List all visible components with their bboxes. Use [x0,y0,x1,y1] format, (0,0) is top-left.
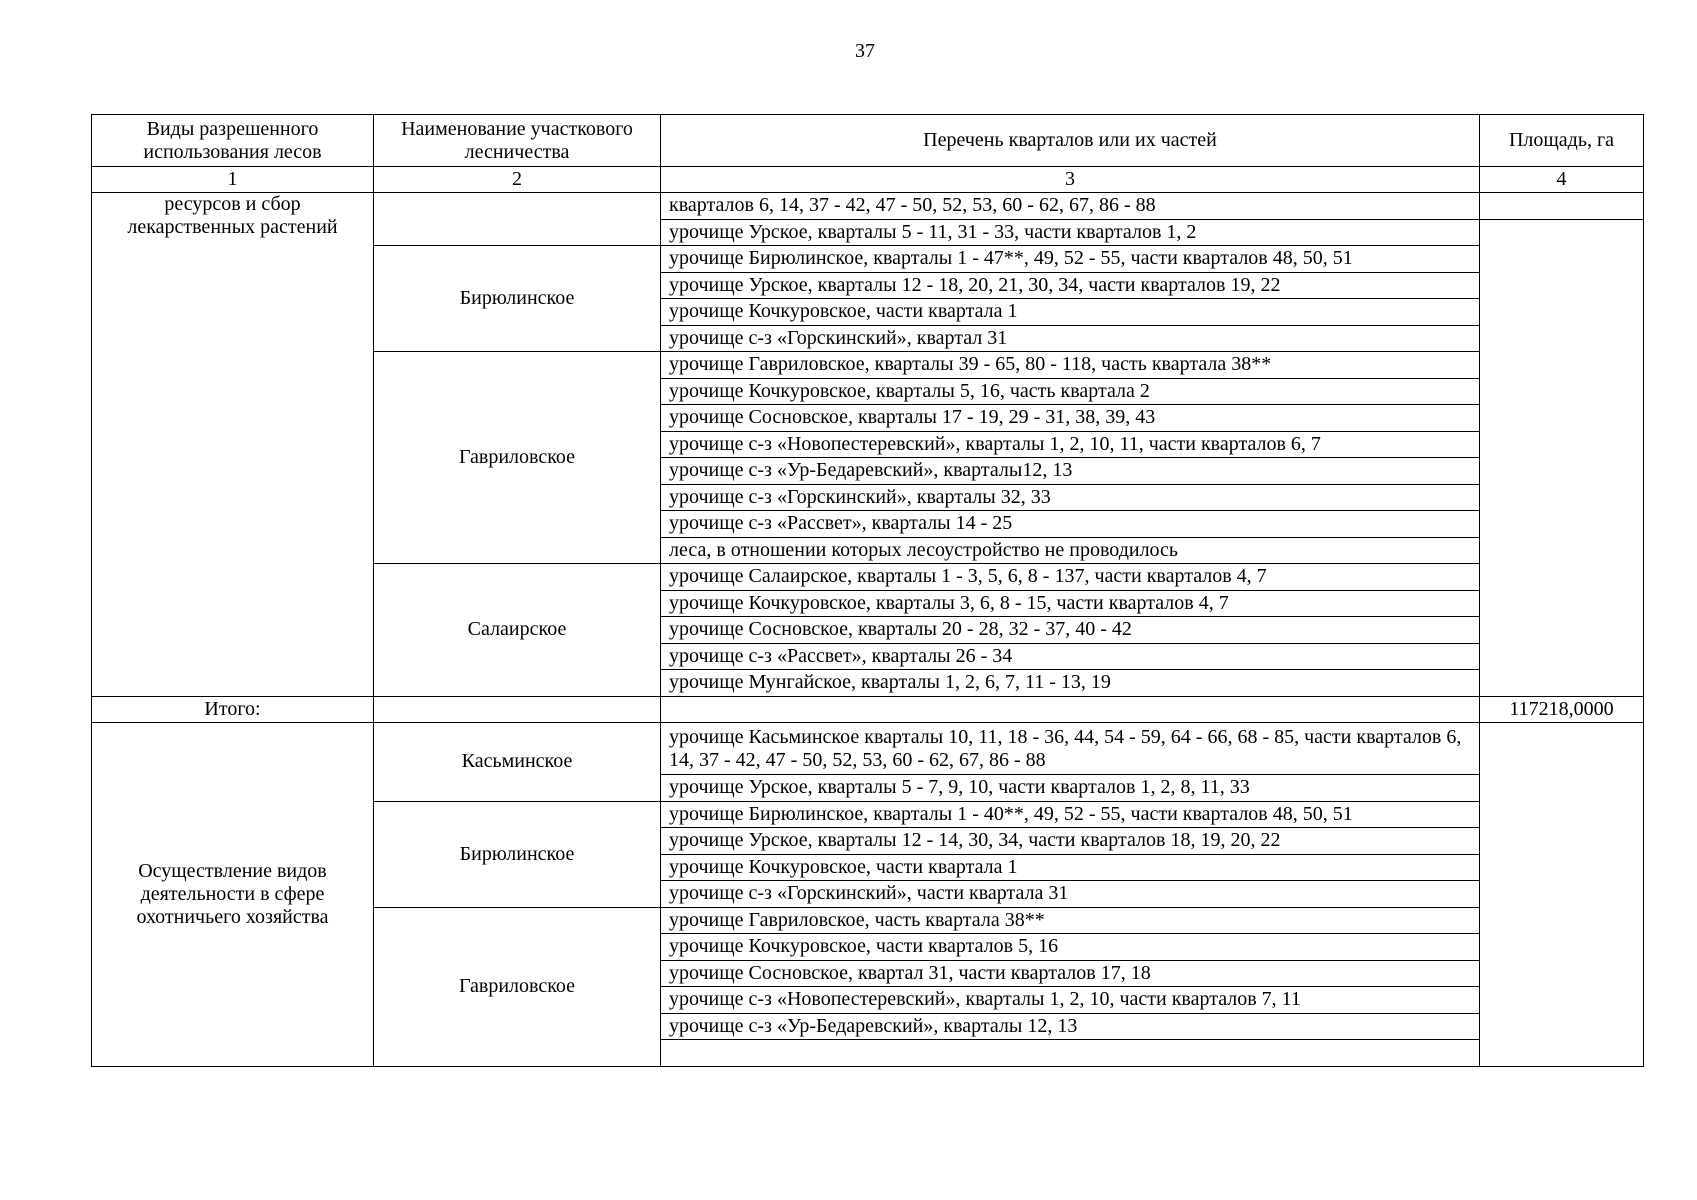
quarters-cell: урочище Сосновское, кварталы 20 - 28, 32 - 37, 40 - 42 [661,617,1480,644]
quarters-cell: урочище Урское, кварталы 5 - 7, 9, 10, части кварталов 1, 2, 8, 11, 33 [661,775,1480,802]
area-cell [1480,219,1644,696]
column-number: 2 [374,167,661,193]
quarters-cell: урочище Урское, кварталы 12 - 14, 30, 34, части кварталов 18, 19, 20, 22 [661,828,1480,855]
column-number: 3 [661,167,1480,193]
quarters-cell: урочище Гавриловское, часть квартала 38** [661,907,1480,934]
quarters-cell: урочище Кочкуровское, кварталы 3, 6, 8 - 15, части кварталов 4, 7 [661,590,1480,617]
quarters-cell: урочище Урское, кварталы 5 - 11, 31 - 33, части кварталов 1, 2 [661,219,1480,246]
district-cell: Гавриловское [374,907,661,1066]
quarters-cell: урочище с-з «Горскинский», квартал 31 [661,325,1480,352]
table-row [92,193,1644,220]
quarters-cell: урочище с-з «Новопестеревский», кварталы 1, 2, 10, части кварталов 7, 11 [661,987,1480,1014]
header-area: Площадь, га [1480,115,1644,167]
column-numbers-row [92,167,1644,193]
quarters-cell [661,696,1480,723]
quarters-cell: урочище Кочкуровское, части квартала 1 [661,299,1480,326]
use-type-cell: Осуществление видов деятельности в сфере охотничьего хозяйства [92,723,374,1067]
header-quarters: Перечень кварталов или их частей [661,115,1480,167]
district-cell: Гавриловское [374,352,661,564]
quarters-cell: урочище с-з «Новопестеревский», кварталы 1, 2, 10, 11, части кварталов 6, 7 [661,431,1480,458]
quarters-cell: урочище Салаирское, кварталы 1 - 3, 5, 6, 8 - 137, части кварталов 4, 7 [661,564,1480,591]
quarters-cell: урочище Касьминское кварталы 10, 11, 18 - 36, 44, 54 - 59, 64 - 66, 68 - 85, части кварталов 6, 14, 37 - 42, 47 - 50, 52, 53, 60 - 62, 67, 86 - 88 [661,723,1480,775]
table-row [92,723,1644,775]
area-cell [1480,193,1644,220]
quarters-cell: кварталов 6, 14, 37 - 42, 47 - 50, 52, 53, 60 - 62, 67, 86 - 88 [661,193,1480,220]
area-cell [1480,723,1644,1067]
header-row [92,115,1644,167]
quarters-cell: урочище Кочкуровское, части кварталов 5, 16 [661,934,1480,961]
district-cell: Бирюлинское [374,801,661,907]
quarters-cell: урочище Бирюлинское, кварталы 1 - 40**, 49, 52 - 55, части кварталов 48, 50, 51 [661,801,1480,828]
quarters-cell: леса, в отношении которых лесоустройство не проводилось [661,537,1480,564]
quarters-cell [661,1040,1480,1067]
district-cell: Салаирское [374,564,661,697]
forest-use-table [91,114,1644,1067]
quarters-cell: урочище Кочкуровское, части квартала 1 [661,854,1480,881]
quarters-cell: урочище с-з «Горскинский», части квартала 31 [661,881,1480,908]
quarters-cell: урочище Мунгайское, кварталы 1, 2, 6, 7, 11 - 13, 19 [661,670,1480,697]
district-cell: Касьминское [374,723,661,802]
quarters-cell: урочище Гавриловское, кварталы 39 - 65, 80 - 118, часть квартала 38** [661,352,1480,379]
page-number: 37 [855,40,875,62]
quarters-cell: урочище с-з «Горскинский», кварталы 32, 33 [661,484,1480,511]
total-area: 117218,0000 [1480,696,1644,723]
quarters-cell: урочище Урское, кварталы 12 - 18, 20, 21, 30, 34, части кварталов 19, 22 [661,272,1480,299]
column-number: 4 [1480,167,1644,193]
district-cell [374,696,661,723]
column-number: 1 [92,167,374,193]
district-cell: Бирюлинское [374,246,661,352]
quarters-cell: урочище Бирюлинское, кварталы 1 - 47**, 49, 52 - 55, части кварталов 48, 50, 51 [661,246,1480,273]
header-district: Наименование участкового лесничества [374,115,661,167]
quarters-cell: урочище с-з «Ур-Бедаревский», кварталы12, 13 [661,458,1480,485]
quarters-cell: урочище с-з «Рассвет», кварталы 26 - 34 [661,643,1480,670]
total-row [92,696,1644,723]
header-use-type: Виды разрешенного использования лесов [92,115,374,167]
quarters-cell: урочище Сосновское, квартал 31, части кварталов 17, 18 [661,960,1480,987]
quarters-cell: урочище с-з «Рассвет», кварталы 14 - 25 [661,511,1480,538]
quarters-cell: урочище с-з «Ур-Бедаревский», кварталы 12, 13 [661,1013,1480,1040]
district-cell [374,193,661,246]
use-type-cell: ресурсов и сбор лекарственных растений [92,193,374,697]
total-label: Итого: [92,696,374,723]
quarters-cell: урочище Сосновское, кварталы 17 - 19, 29 - 31, 38, 39, 43 [661,405,1480,432]
quarters-cell: урочище Кочкуровское, кварталы 5, 16, часть квартала 2 [661,378,1480,405]
